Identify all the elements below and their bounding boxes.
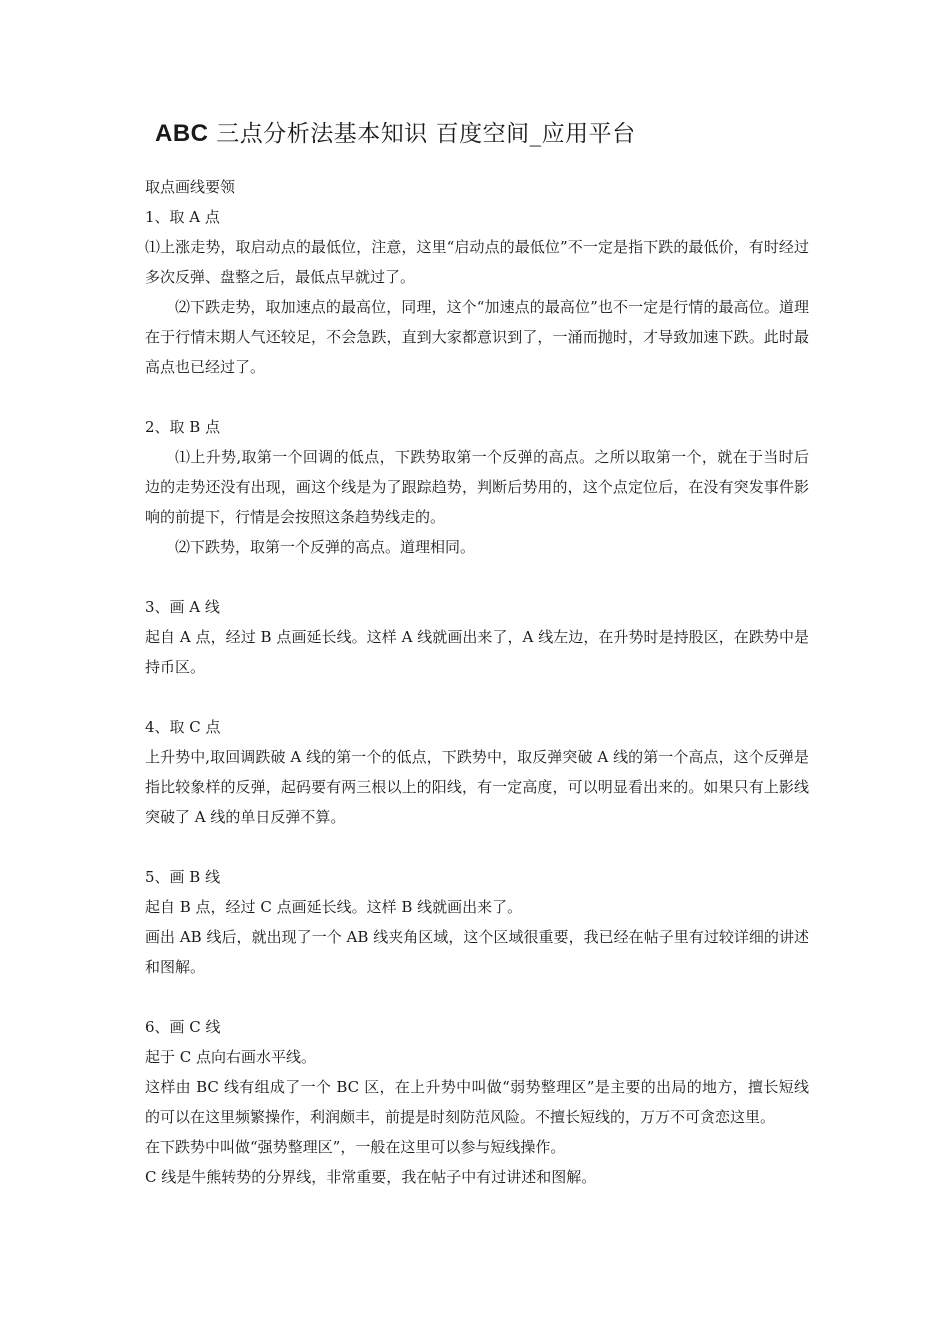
section-4-title: 4、取 C 点 [145,718,221,736]
title-text: 三点分析法基本知识 百度空间_应用平台 [208,121,636,147]
section-5-para-2: 画出 AB 线后，就出现了一个 AB 线夹角区域，这个区域很重要，我已经在帖子里有过较详细的讲述和图解。 [145,928,809,976]
section-2-para-1: ⑴上升势,取第一个回调的低点，下跌势取第一个反弹的高点。之所以取第一个，就在于当时后边的走势还没有出现，画这个线是为了跟踪趋势，判断后势用的，这个点定位后，在没有突发事件影响的前提下，行情是会按照这条趋势线走的。 [145,448,809,526]
spacer [145,382,809,412]
section-3-para-1: 起自 A 点，经过 B 点画延长线。这样 A 线就画出来了，A 线左边，在升势时是持股区，在跌势中是持币区。 [145,628,809,676]
spacer [145,832,809,862]
section-1-title: 1、取 A 点 [145,208,220,226]
title-abc: ABC [155,120,209,147]
document-title [155,117,636,151]
section-1-para-1: ⑴上涨走势，取启动点的最低位，注意，这里“启动点的最低位”不一定是指下跌的最低价，有时经过多次反弹、盘整之后，最低点早就过了。 [145,238,809,286]
document-body [145,172,809,1192]
spacer [145,562,809,592]
section-6-para-3: 在下跌势中叫做“强势整理区”，一般在这里可以参与短线操作。 [145,1138,566,1156]
section-5-para-1: 起自 B 点，经过 C 点画延长线。这样 B 线就画出来了。 [145,898,523,916]
section-6-title: 6、画 C 线 [145,1018,221,1036]
section-2-title: 2、取 B 点 [145,418,221,436]
intro-heading: 取点画线要领 [145,178,236,196]
section-5-title: 5、画 B 线 [145,868,221,886]
section-6-para-2: 这样由 BC 线有组成了一个 BC 区，在上升势中叫做“弱势整理区”是主要的出局的地方，擅长短线的可以在这里频繁操作，利润颇丰，前提是时刻防范风险。不擅长短线的，万万不可贪恋这里。 [145,1078,809,1126]
spacer [145,982,809,1012]
section-6-para-4: C 线是牛熊转势的分界线，非常重要，我在帖子中有过讲述和图解。 [145,1168,597,1186]
section-4-para-1: 上升势中,取回调跌破 A 线的第一个的低点，下跌势中，取反弹突破 A 线的第一个高点，这个反弹是指比较象样的反弹，起码要有两三根以上的阳线，有一定高度，可以明显看出来的。如果只有上影线突破了 A 线的单日反弹不算。 [145,748,809,826]
spacer [145,682,809,712]
section-3-title: 3、画 A 线 [145,598,220,616]
section-2-para-2: ⑵下跌势，取第一个反弹的高点。道理相同。 [175,538,476,556]
section-6-para-1: 起于 C 点向右画水平线。 [145,1048,317,1066]
section-1-para-2: ⑵下跌走势，取加速点的最高位，同理，这个“加速点的最高位”也不一定是行情的最高位。道理在于行情末期人气还较足，不会急跌，直到大家都意识到了，一涌而抛时，才导致加速下跌。此时最高点也已经过了。 [145,298,809,376]
